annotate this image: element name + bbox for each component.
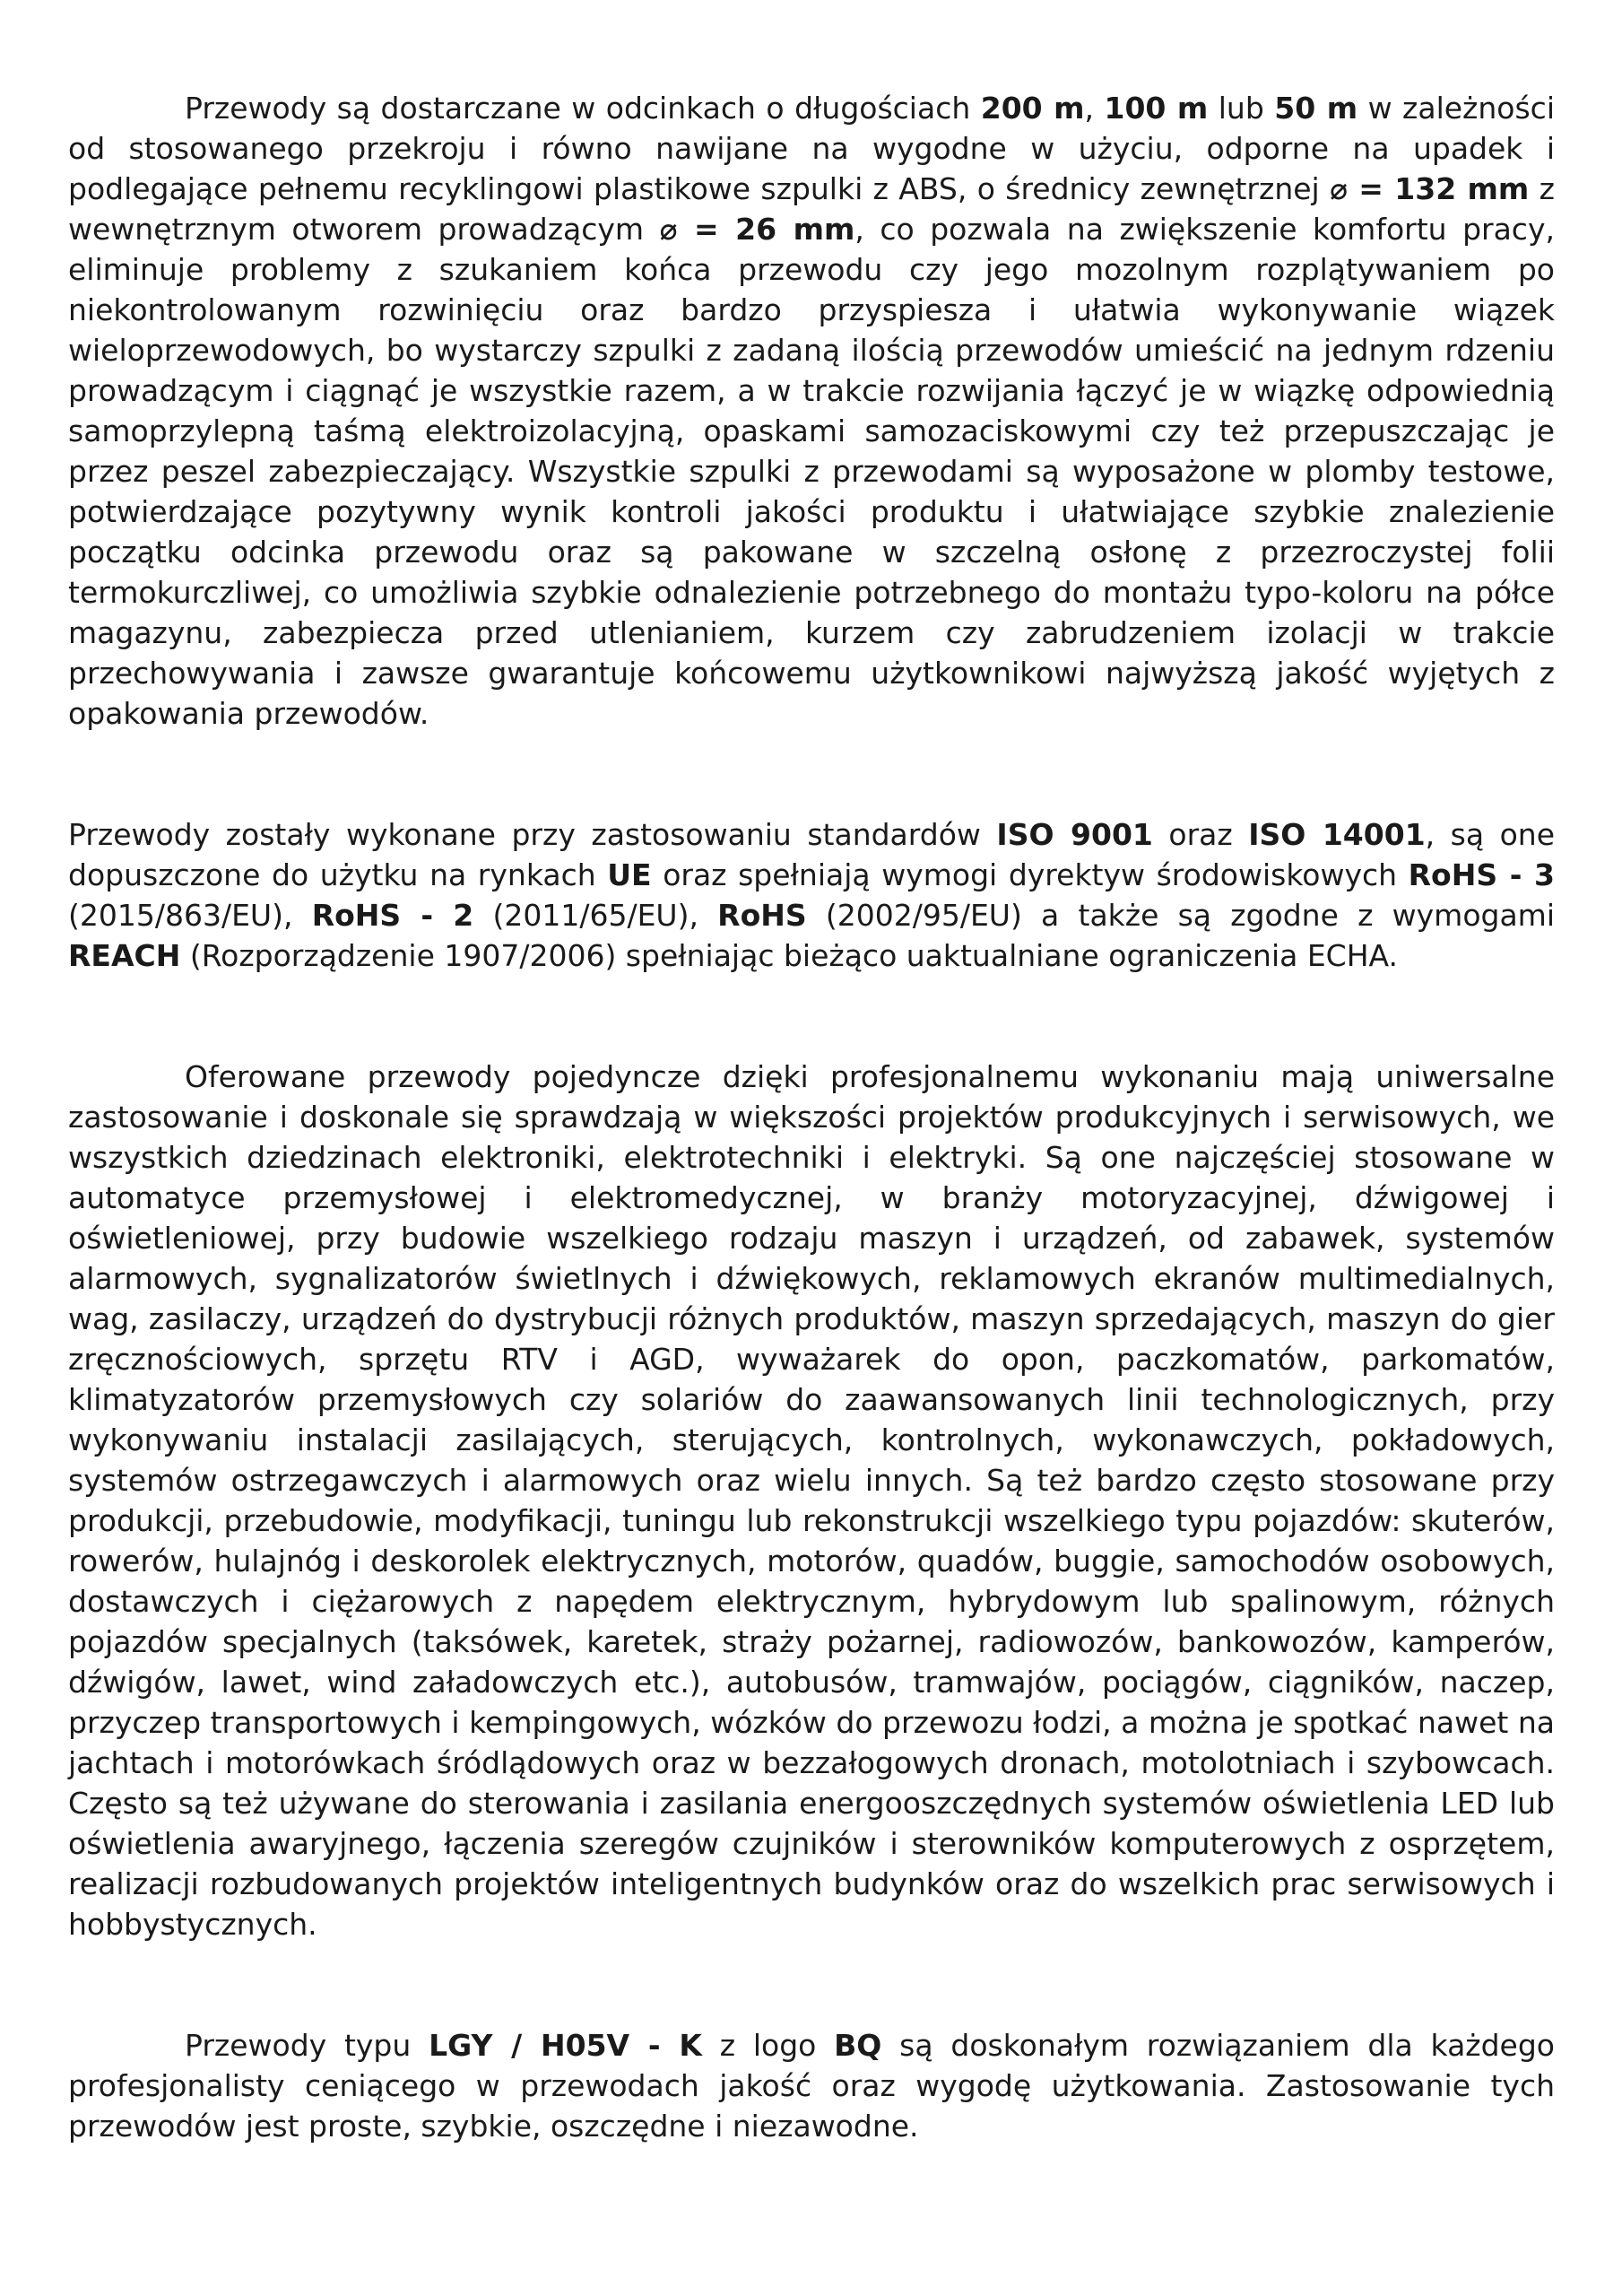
- bold-term: 100 m: [1104, 91, 1209, 126]
- bold-term: RoHS: [717, 898, 807, 933]
- bold-term: RoHS - 3: [1408, 857, 1555, 892]
- bold-term: UE: [607, 857, 652, 892]
- bold-term: 50 m: [1274, 91, 1358, 126]
- bold-term: ⌀ = 132 mm: [1330, 171, 1530, 206]
- paragraph-applications: Oferowane przewody pojedyncze dzięki profesjonalnemu wykonaniu mają uniwersalne zastosowanie i doskonale się sprawdzają w większości projektów produkcyjnych i serwisowych, we wszystkich dziedzinach elektroniki, elektrotechniki i elektryki. Są one najczęściej stosowane w automatyce przemysłowej i elektromedycznej, w branży motoryzacyjnej, dźwigowej i oświetleniowej, przy budowie wszelkiego rodzaju maszyn i urządzeń, od zabawek, systemów alarmowych, sygnalizatorów świetlnych i dźwiękowych, reklamowych ekranów multimedialnych, wag, zasilaczy, urządzeń do dystrybucji różnych produktów, maszyn sprzedających, maszyn do gier zręcznościowych, sprzętu RTV i AGD, wyważarek do opon, paczkomatów, parkomatów, klimatyzatorów przemysłowych czy solariów do zaawansowanych linii technologicznych, przy wykonywaniu instalacji zasilających, sterujących, kontrolnych, wykonawczych, pokładowych, systemów ostrzegawczych i alarmowych oraz wielu innych. Są też bardzo często stosowane przy produkcji, przebudowie, modyfikacji, tuningu lub rekonstrukcji wszelkiego typu pojazdów: skuterów, rowerów, hulajnóg i deskorolek elektrycznych, motorów, quadów, buggie, samochodów osobowych, dostawczych i ciężarowych z napędem elektrycznym, hybrydowym lub spalinowym, różnych pojazdów specjalnych (taksówek, karetek, straży pożarnej, radiowozów, bankowozów, kamperów, dźwigów, lawet, wind załadowczych etc.), autobusów, tramwajów, pociągów, ciągników, naczep, przyczep transportowych i kempingowych, wózków do przewozu łodzi, a można je spotkać nawet na jachtach i motorówkach śródlądowych oraz w bezzałogowych dronach, motolotniach i szybowcach. Często są też używane do sterowania i zasilania energooszczędnych systemów oświetlenia LED lub oświetlenia awaryjnego, łączenia szeregów czujników i sterowników komputerowych z osprzętem, realizacji rozbudowanych projektów inteligentnych budynków oraz do wszelkich prac serwisowych i hobbystycznych.: [68, 1059, 1555, 1942]
- bold-term: BQ: [834, 2028, 882, 2063]
- bold-term: ISO 9001: [996, 817, 1153, 852]
- bold-term: REACH: [68, 938, 181, 973]
- paragraph-standards: Przewody zostały wykonane przy zastosowaniu standardów ISO 9001 oraz ISO 14001, są one dopuszczone do użytku na rynkach UE oraz spełniają wymogi dyrektyw środowiskowych RoHS - 3 (2015/863/EU), RoHS - 2 (2011/65/EU), RoHS (2002/95/EU) a także są zgodne z wymogami REACH (Rozporządzenie 1907/2006) spełniając bieżąco uaktualniane ograniczenia ECHA.: [68, 817, 1556, 973]
- paragraph-summary: Przewody typu LGY / H05V - K z logo BQ są doskonałym rozwiązaniem dla każdego profesjonalisty ceniącego w przewodach jakość oraz wygodę użytkowania. Zastosowanie tych przewodów jest proste, szybkie, oszczędne i niezawodne.: [68, 2028, 1555, 2144]
- bold-term: ISO 14001: [1248, 817, 1426, 852]
- bold-term: 200 m: [980, 91, 1085, 126]
- bold-term: RoHS - 2: [311, 898, 474, 933]
- paragraph-delivery: Przewody są dostarczane w odcinkach o długościach 200 m, 100 m lub 50 m w zależności od stosowanego przekroju i równo nawijane na wygodne w użyciu, odporne na upadek i podlegające pełnemu recyklingowi plastikowe szpulki z ABS, o średnicy zewnętrznej ⌀ = 132 mm z wewnętrznym otworem prowadzącym ⌀ = 26 mm, co pozwala na zwiększenie komfortu pracy, eliminuje problemy z szukaniem końca przewodu czy jego mozolnym rozplątywaniem po niekontrolowanym rozwinięciu oraz bardzo przyspiesza i ułatwia wykonywanie wiązek wieloprzewodowych, bo wystarczy szpulki z zadaną ilością przewodów umieścić na jednym rdzeniu prowadzącym i ciągnąć je wszystkie razem, a w trakcie rozwijania łączyć je w wiązkę odpowiednią samoprzylepną taśmą elektroizolacyjną, opaskami samozaciskowymi czy też przepuszczając je przez peszel zabezpieczający. Wszystkie szpulki z przewodami są wyposażone w plomby testowe, potwierdzające pozytywny wynik kontroli jakości produktu i ułatwiające szybkie znalezienie początku odcinka przewodu oraz są pakowane w szczelną osłonę z przezroczystej folii termokurczliwej, co umożliwia szybkie odnalezienie potrzebnego do montażu typo-koloru na półce magazynu, zabezpiecza przed utlenianiem, kurzem czy zabrudzeniem izolacji w trakcie przechowywania i zawsze gwarantuje końcowemu użytkownikowi najwyższą jakość wyjętych z opakowania przewodów.: [68, 91, 1556, 731]
- document-page: [68, 88, 1555, 2146]
- bold-term: LGY / H05V - K: [429, 2028, 702, 2063]
- bold-term: ⌀ = 26 mm: [659, 212, 855, 247]
